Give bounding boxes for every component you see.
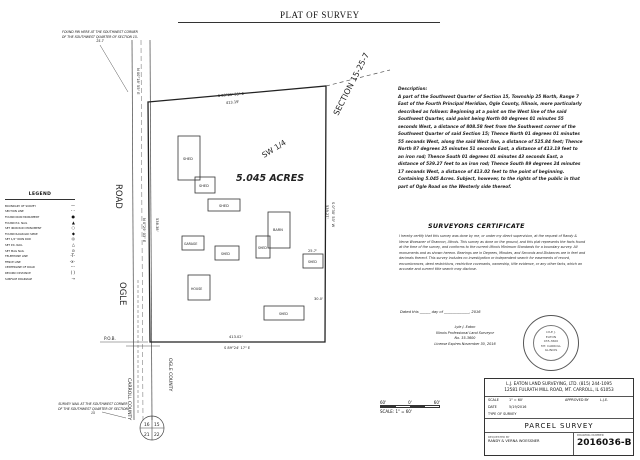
scale-mid: 0' [408,400,412,405]
shed-7-label: SHED [279,312,288,316]
approved-value: L.J.E. [600,398,609,402]
legend-item-label: FOUND RAILROAD SPIKE [5,231,38,236]
found-pin-note: FOUND PIN HERE AT THE SOUTHWEST CORNER OF THE SOUTHWEST QUARTER OF SECTION 15-25-7 [61,30,139,44]
east-bearing: S 0°30' 53" W [331,202,335,228]
legend-item-label: FOUND IRON MONUMENT [5,214,40,219]
legal-description [398,86,584,191]
east-distance: 539.27' [325,205,329,219]
surveyor-name: Lyle J. Eaton [454,325,476,329]
west-bearing: N 0°29' 03" E [142,218,146,243]
certificate-title: SURVEYORS CERTIFICATE [428,222,525,230]
legend-item-symbol: ⊙ [71,247,75,253]
legend-item-symbol: ◎ [71,236,75,242]
north-distance: 413.19' [225,99,240,105]
corner-21: 21 [144,433,150,438]
legend-item-symbol: -·- [70,264,75,270]
shed-4-label: SHED [221,252,230,256]
road-name-lower: OGLE [117,282,127,306]
surveyor-title: Illinois Professional Land Surveyor [435,330,495,335]
survey-meta [485,397,633,419]
company-name: L.J. EATON LAND SURVEYING, LTD. (815) 244-1095 [506,381,612,386]
garage-label: GARAGE [184,242,198,246]
road-name-upper: ROAD [113,184,123,209]
legend-item-label: RECORD DISTANCE [5,270,31,275]
legend-item-symbol: ● [71,213,75,219]
type-label: TYPE OF SURVEY [488,412,517,416]
legend-item-label: SET P.K. NAIL [5,242,23,247]
legend-item-symbol: ( ) [70,269,75,275]
company-address: 12581 FULRATH MILL ROAD, MT. CARROLL, IL 61053 [504,387,614,392]
dated-line: Dated this ______ day of ______________, 2016 [400,310,481,314]
legend-item-symbol: ○ [71,225,75,231]
requested-by: REQUESTED BY RANDY & VERNA WOESSNER [488,435,540,443]
legend-item-symbol: — [71,202,75,208]
scale-bar [380,400,440,414]
north-bearing: S 89°25' 35" E [217,91,245,98]
corner-15: 15 [154,423,160,428]
title-block [484,378,634,456]
company-info [485,379,633,397]
legend-item-label: SECTION LINE [5,209,24,214]
dim-2: 30.0' [314,297,323,301]
quarter-label: SW 1/4 [260,137,288,160]
carroll-county-label: CARROLL COUNTY [126,378,131,421]
property-boundary [148,86,326,342]
legend-item-symbol: -T- [70,253,75,259]
legend-item-symbol: ◆ [71,230,75,236]
shed-3-label: SHED [219,204,229,208]
certificate-text: I hereby certify that this survey was done by me, or under my direct supervision, at the request of Randy & Verna Woessner of Shannon, Illinois. This survey as done on the ground, and this plat represents the facts found at the time of the survey, and conforms to the current Illinois Minimum Standards for a boundary survey. All monuments and as shown hereon. Bearings are in Degrees, Minutes, and Seconds and Distances are in feet and decimals thereof. This survey includes no investigation or independent search for easements of record, encumbrances, deed restrictions, restrictive covenants, ownership, title evidence, or any other facts, which an accurate and current title search may disclose. [399,234,586,271]
pob-label: P.O.B. [104,336,116,341]
surveyor-seal [523,315,579,371]
dim-1: 25.7' [308,249,317,253]
legend-item-symbol: -x- [69,258,75,264]
description-heading: Description: [398,87,428,92]
shed-6-label: SHED [308,260,317,264]
survey-nail-note: SURVEY NAIL AT THE SOUTHWEST CORNER OF THE SOUTHWEST QUARTER OF SECTION 15 [58,402,128,416]
shed-5-label: SHED [258,246,267,250]
legend-item-label: SET 1/2" IRON ROD [5,237,32,242]
legend-item-symbol: ▲ [71,219,75,225]
legend-item-symbol: - - [70,208,75,214]
acreage-label: 5.045 ACRES [236,173,305,184]
title-block-footer [485,433,633,455]
legend-item-label: CENTERLINE OF ROAD [5,265,36,270]
legend-item-label: FENCE LINE [5,259,21,264]
legend-item-label: BOUNDARY OF SURVEY [5,203,37,208]
page-title: PLAT OF SURVEY [280,10,360,20]
legend-item-label: TELEPHONE LINE [5,254,28,259]
signature-block [410,325,520,347]
approved-label: APPROVED BY [565,398,589,402]
scale-left: 60' [380,400,387,405]
license-number: No. 35-3600 [454,336,476,341]
legend-item-label: FOUND P.K. NAIL [5,220,28,225]
scale-label: SCALE [488,398,499,402]
house-label: HOUSE [191,287,203,291]
scale-value: 1" = 60' [509,398,523,402]
drawing-number-cell: DRAWING NUMBER 2016036-B [573,433,633,455]
legend-item-label: SURFACE DRAINAGE [5,276,33,281]
shed-2-label: SHED [199,184,209,188]
seal-inner: LYLE J. EATON 035-3600 MT. CARROLL ILLINOIS [533,325,569,361]
barn-label: BARN [273,228,283,232]
west-distance: 538.38' [155,218,159,232]
legend-title: LEGEND [28,192,52,197]
south-bearing: S 89°24' 17" E [224,346,251,350]
date-value: 5/19/2016 [509,405,527,409]
road-west-edge [132,40,134,420]
legend-item-symbol: → [71,275,75,281]
description-text: A part of the Southwest Quarter of Section 15, Township 25 North, Range 7 East of the Fourth Principal Meridian, Ogle County, Illinois, more particularly described as follows: Beginning at a point on the West line of the said Southwest Quarter, said point being North 00 degrees 01 minutes 55 seconds West, a distance of 808.58 feet from the Southwest corner of the Southwest Quarter of said Section 15; Thence North 01 degrees 01 minutes 55 seconds West, along the said West line, a distance of 525.84 feet; Thence North 87 degrees 25 minutes 51 seconds East, a distance of 413.19 feet to an iron rod; Thence South 01 degrees 01 minutes 43 seconds East, a distance of 539.27 feet to an iron rod; Thence South 89 degrees 24 minutes 17 seconds West, a distance of 413.02 feet to the point of beginning. Containing 5.045 Acres. Subject, however, to the rights of the public in that part of Ogle Road on the Westerly side thereof. [398,94,583,190]
south-distance: 413.02' [229,335,243,339]
corner-22: 22 [154,433,160,438]
license-expires: License Expires November 30, 2016 [434,341,496,346]
survey-type: PARCEL SURVEY [485,419,633,433]
west-bearing-top: N 00°18' 55" E [136,68,140,95]
legend-item [5,276,75,282]
shed-1-label: SHED [183,157,193,161]
ogle-county-label: OGLE COUNTY [167,358,172,392]
legend-items [5,203,75,281]
legend-item-symbol: △ [71,241,75,247]
road-east-edge [150,40,152,420]
date-label: DATE [488,405,497,409]
scale-right: 60' [433,400,440,405]
legend-divider [5,199,75,200]
drawing-number: 2016036-B [577,438,632,448]
legend [5,192,75,281]
found-pin-leader [100,45,128,92]
section-label: SECTION 15-25-7 [331,51,372,117]
scale-text: SCALE: 1" = 60' [380,409,412,414]
legend-item [5,225,75,231]
legend-item-label: SET MAG NAIL [5,248,25,253]
legend-item-label: SET IRON ROD MONUMENT [5,226,42,231]
corner-16: 16 [144,423,150,428]
